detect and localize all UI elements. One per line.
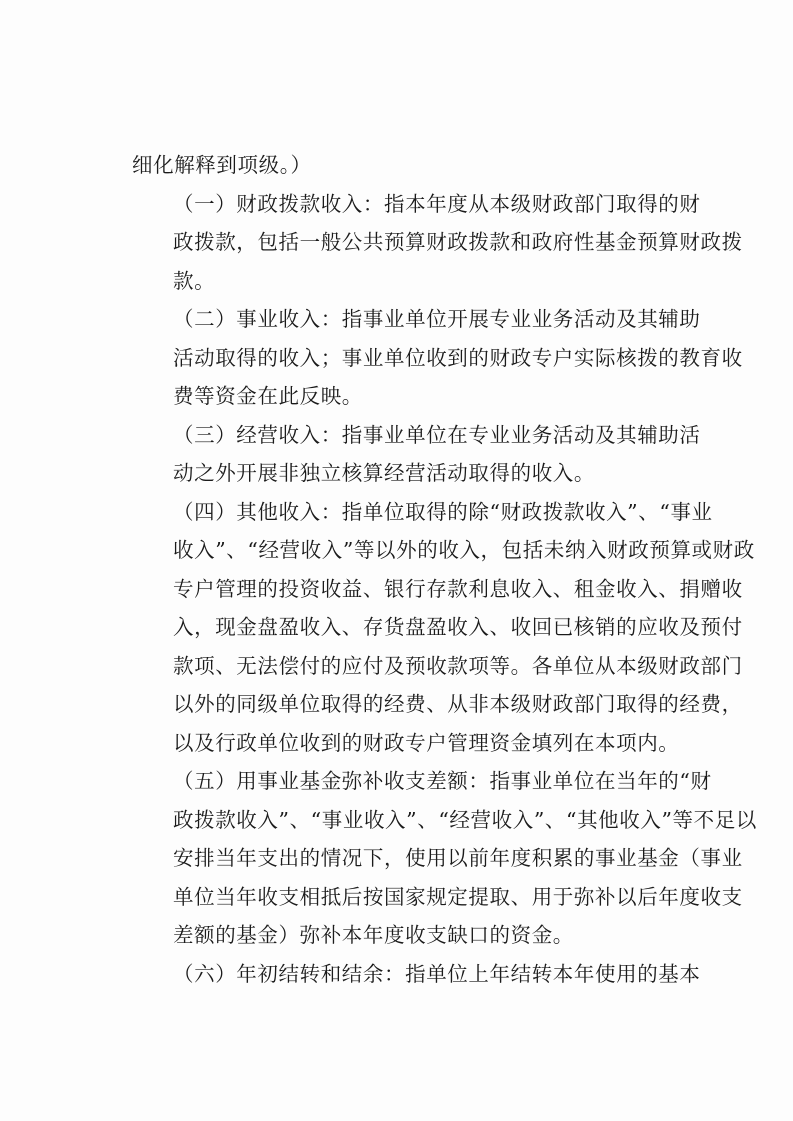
paragraph-continuation: [132, 146, 688, 185]
text-line: 活动取得的收入；事业单位收到的财政专户实际核拨的教育收: [173, 345, 743, 370]
paragraph-other-income: [132, 493, 755, 763]
text-line: 政拨款收入”、“事业收入”、“经营收入”、“其他收入”等不足以: [173, 807, 757, 832]
document-body: [132, 146, 757, 993]
text-line: 入，现金盘盈收入、存货盘盈收入、收回已核销的应收及预付: [173, 615, 743, 639]
text-line: （六）年初结转和结余：指单位上年结转本年使用的基本: [173, 961, 701, 986]
text-line: （一）财政拨款收入：指本年度从本级财政部门取得的财: [173, 191, 701, 216]
paragraph-fiscal-appropriation-income: [132, 185, 743, 301]
text-line: 款项、无法偿付的应付及预收款项等。各单位从本级财政部门: [173, 653, 743, 678]
text-line: 以及行政单位收到的财政专户管理资金填列在本项内。: [173, 730, 680, 755]
text-line: （二）事业收入：指事业单位开展专业业务活动及其辅助: [173, 307, 701, 331]
text-line: 款。: [173, 268, 216, 293]
text-line: 单位当年收支相抵后按国家规定提取、用于弥补以后年度收支: [173, 884, 743, 909]
paragraph-operating-income: [132, 416, 701, 493]
text-line: 差额的基金）弥补本年度收支缺口的资金。: [173, 923, 574, 947]
text-line: 收入”、“经营收入”等以外的收入，包括未纳入财政预算或财政: [173, 538, 755, 562]
text-line: 细化解释到项级。）: [132, 153, 312, 177]
text-line: 动之外开展非独立核算经营活动取得的收入。: [173, 461, 595, 485]
text-line: 费等资金在此反映。: [173, 384, 363, 408]
text-line: （五）用事业基金弥补收支差额：指事业单位在当年的“财: [173, 769, 712, 793]
paragraph-business-income: [132, 300, 743, 416]
text-line: 专户管理的投资收益、银行存款利息收入、租金收入、捐赠收: [173, 576, 743, 601]
text-line: （四）其他收入：指单位取得的除“财政拨款收入”、“事业: [173, 499, 713, 524]
text-line: （三）经营收入：指事业单位在专业业务活动及其辅助活: [173, 422, 701, 447]
text-line: 以外的同级单位取得的经费、从非本级财政部门取得的经费，: [173, 692, 743, 716]
text-line: 安排当年支出的情况下，使用以前年度积累的事业基金（事业: [173, 846, 743, 870]
paragraph-business-fund-offset: [132, 762, 757, 955]
text-line: 政拨款，包括一般公共预算财政拨款和政府性基金预算财政拨: [173, 230, 743, 254]
paragraph-carryover-balance: [132, 955, 701, 994]
